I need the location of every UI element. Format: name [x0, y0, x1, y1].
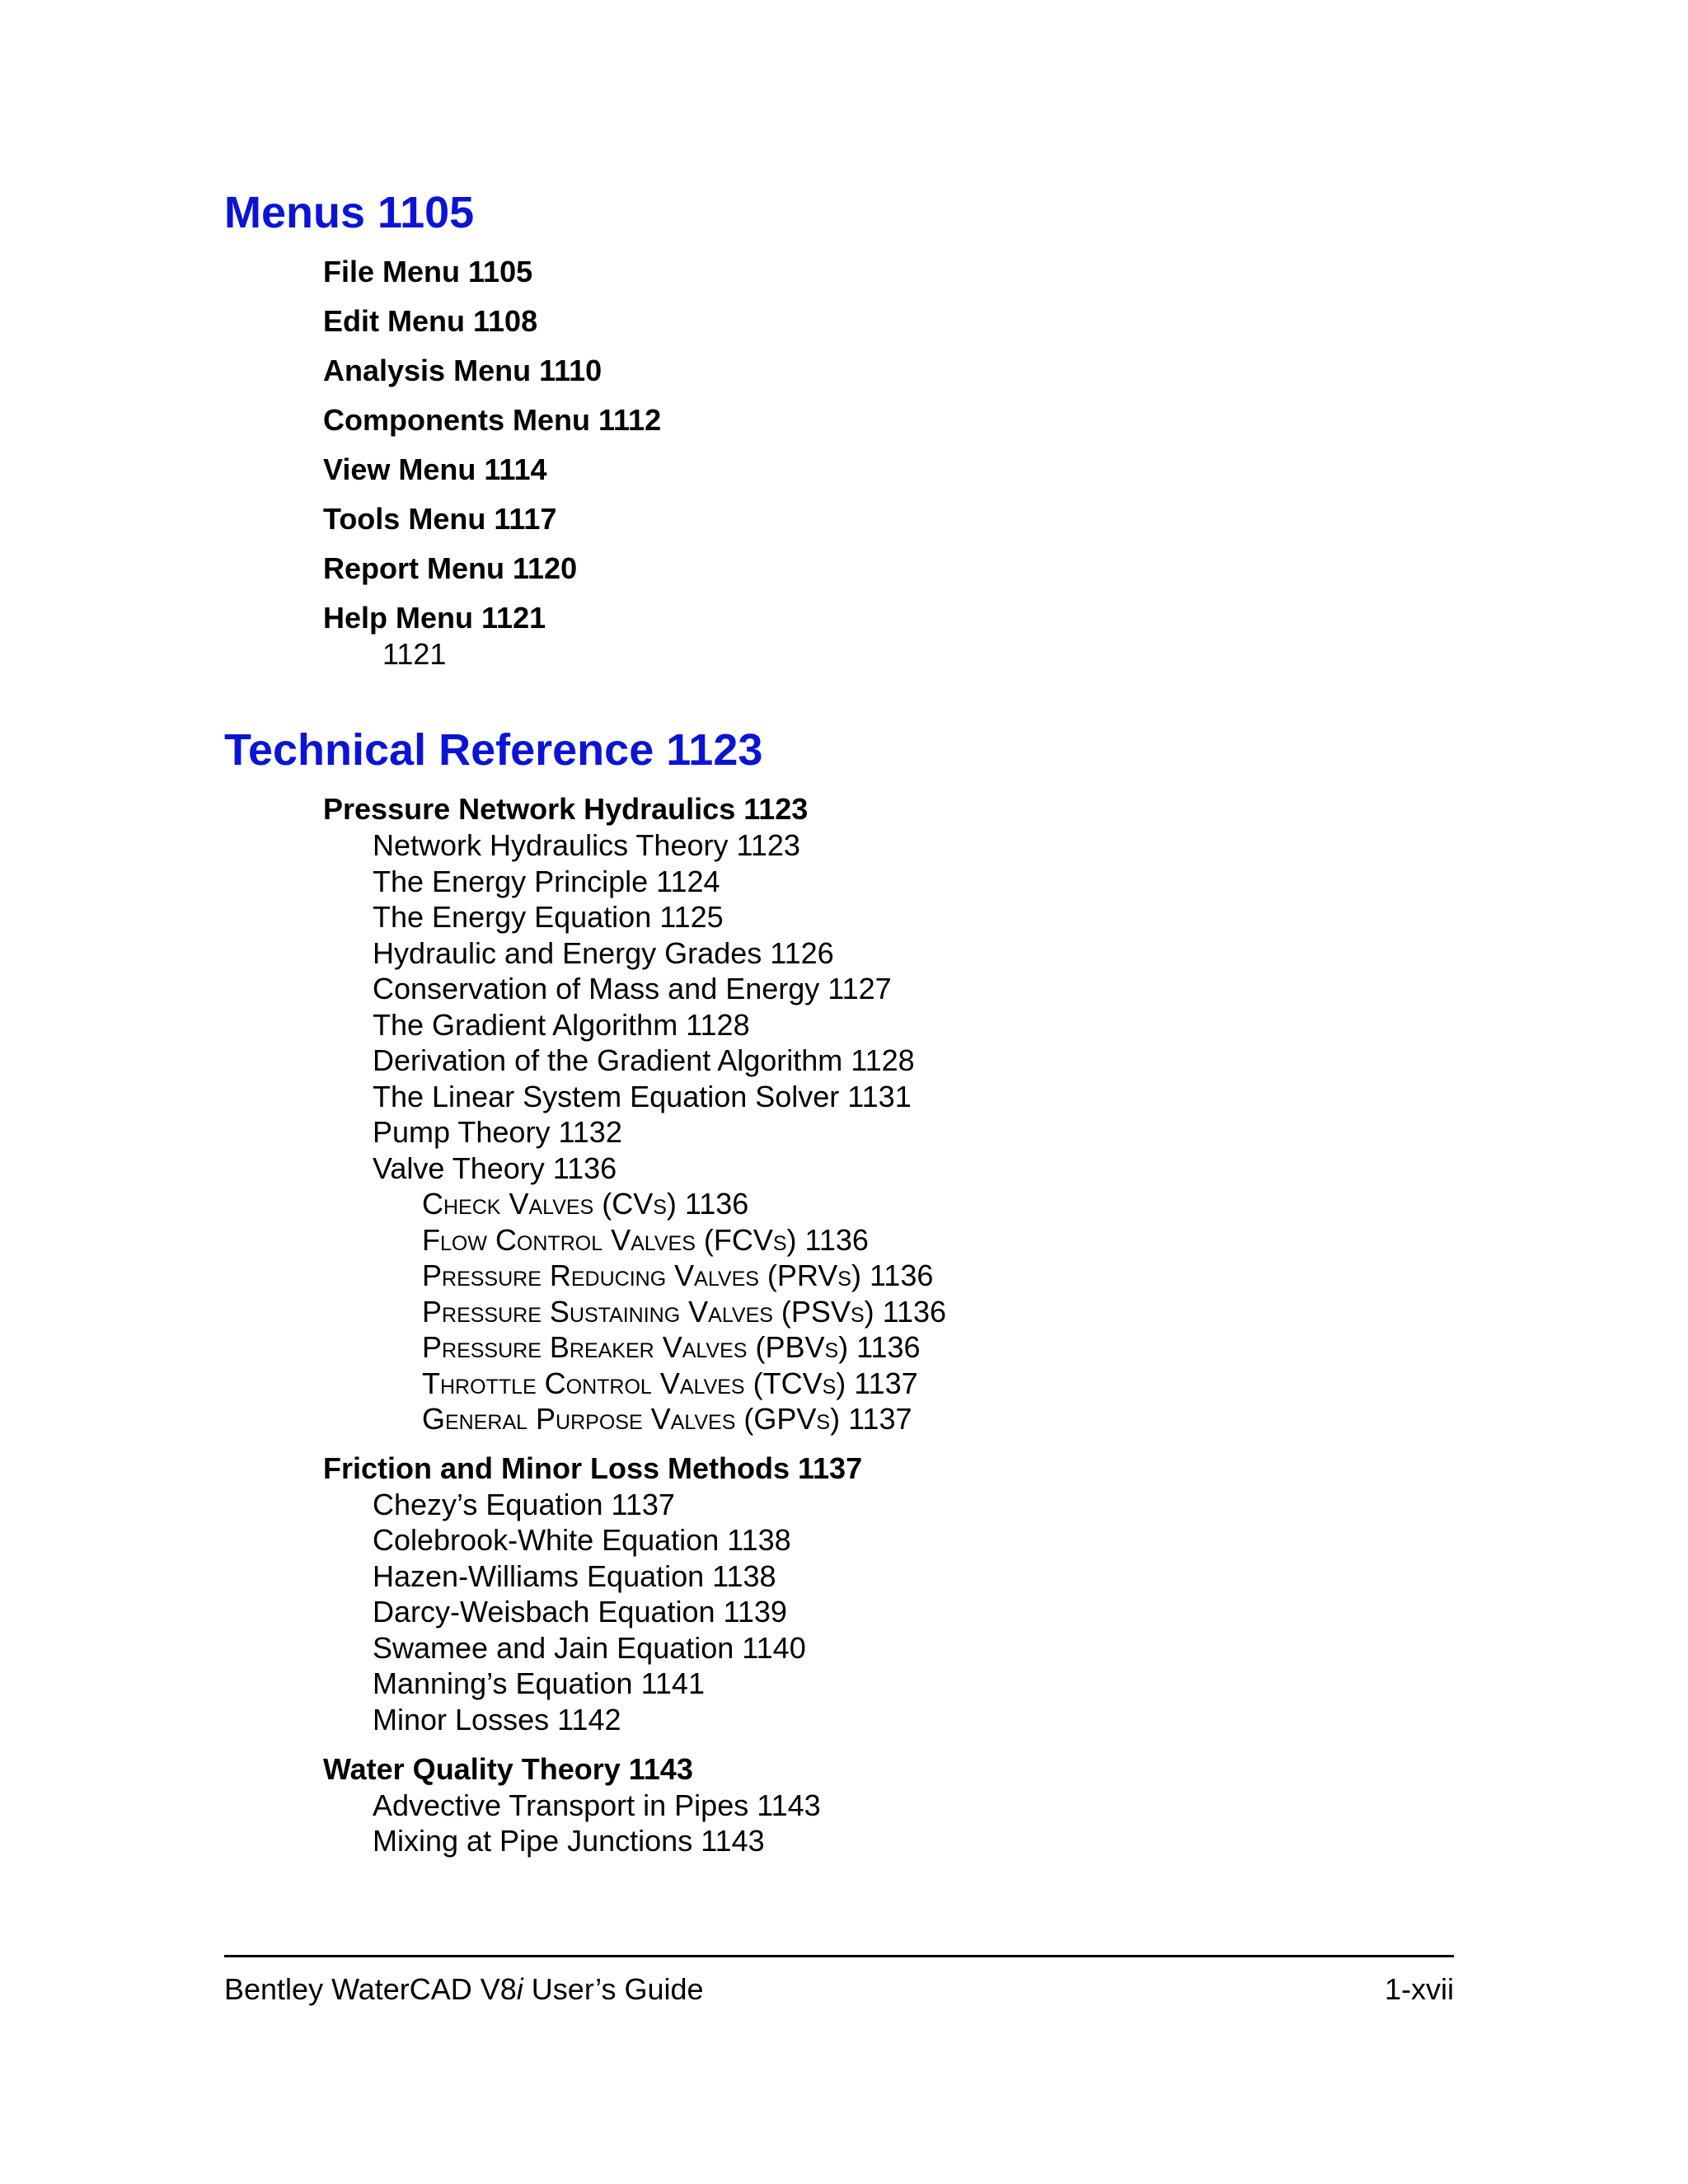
toc-subentry[interactable]: The Gradient Algorithm 1128 — [373, 1008, 750, 1042]
toc-subentry[interactable]: Swamee and Jain Equation 1140 — [373, 1631, 806, 1665]
toc-entry[interactable]: Edit Menu 1108 — [323, 304, 538, 338]
toc-entry[interactable]: Pressure Network Hydraulics 1123 — [323, 792, 809, 826]
toc-subsubentry[interactable]: Check Valves (CVs) 1136 — [422, 1187, 749, 1221]
toc-subentry[interactable]: Pump Theory 1132 — [373, 1115, 622, 1149]
toc-entry[interactable]: Tools Menu 1117 — [323, 502, 557, 536]
toc-subsubentry[interactable]: Pressure Breaker Valves (PBVs) 1136 — [422, 1330, 921, 1364]
toc-entry[interactable]: View Menu 1114 — [323, 452, 547, 486]
toc-subentry[interactable]: Conservation of Mass and Energy 1127 — [373, 972, 892, 1005]
toc-subentry[interactable]: Manning’s Equation 1141 — [373, 1666, 705, 1700]
toc-entry-page-only[interactable]: 1121 — [382, 637, 447, 671]
toc-subentry[interactable]: Network Hydraulics Theory 1123 — [373, 828, 800, 862]
toc-subentry[interactable]: Chezy’s Equation 1137 — [373, 1488, 675, 1521]
toc-subentry[interactable]: Derivation of the Gradient Algorithm 1128 — [373, 1043, 915, 1077]
toc-subentry[interactable]: Mixing at Pipe Junctions 1143 — [373, 1824, 765, 1858]
footer-document-title — [224, 1971, 704, 2008]
footer-title-suffix: User’s Guide — [523, 1972, 704, 2006]
toc-subsubentry[interactable]: Pressure Sustaining Valves (PSVs) 1136 — [422, 1295, 947, 1329]
toc-chapter-heading[interactable]: Menus 1105 — [224, 188, 475, 237]
toc-subentry[interactable]: The Linear System Equation Solver 1131 — [373, 1080, 912, 1113]
toc-subentry[interactable]: Hazen-Williams Equation 1138 — [373, 1559, 776, 1593]
toc-subentry[interactable]: Advective Transport in Pipes 1143 — [373, 1788, 821, 1822]
toc-subentry[interactable]: Minor Losses 1142 — [373, 1703, 621, 1736]
footer-title-prefix: Bentley WaterCAD V8 — [224, 1972, 517, 2006]
toc-subentry[interactable]: The Energy Principle 1124 — [373, 865, 720, 898]
toc-subsubentry[interactable]: General Purpose Valves (GPVs) 1137 — [422, 1402, 912, 1436]
toc-subentry[interactable]: Darcy-Weisbach Equation 1139 — [373, 1595, 787, 1629]
toc-subsubentry[interactable]: Flow Control Valves (FCVs) 1136 — [422, 1223, 869, 1257]
toc-entry[interactable]: Report Menu 1120 — [323, 551, 578, 585]
toc-entry[interactable]: Friction and Minor Loss Methods 1137 — [323, 1451, 863, 1485]
toc-subentry[interactable]: The Energy Equation 1125 — [373, 900, 724, 934]
footer-page-number: 1-xvii — [1384, 1972, 1454, 2006]
toc-subentry[interactable]: Valve Theory 1136 — [373, 1151, 617, 1185]
footer-title-italic: i — [516, 1972, 523, 2006]
toc-entry[interactable]: Components Menu 1112 — [323, 403, 662, 437]
toc-subentry[interactable]: Hydraulic and Energy Grades 1126 — [373, 936, 834, 970]
toc-subentry[interactable]: Colebrook-White Equation 1138 — [373, 1523, 791, 1557]
toc-entry[interactable]: File Menu 1105 — [323, 255, 533, 288]
toc-chapter-heading[interactable]: Technical Reference 1123 — [224, 725, 763, 775]
footer-divider — [224, 1955, 1454, 1957]
toc-entry[interactable]: Help Menu 1121 — [323, 601, 546, 635]
toc-subsubentry[interactable]: Pressure Reducing Valves (PRVs) 1136 — [422, 1258, 934, 1292]
toc-subsubentry[interactable]: Throttle Control Valves (TCVs) 1137 — [422, 1366, 918, 1400]
toc-entry[interactable]: Water Quality Theory 1143 — [323, 1752, 693, 1786]
toc-entry[interactable]: Analysis Menu 1110 — [323, 354, 603, 387]
